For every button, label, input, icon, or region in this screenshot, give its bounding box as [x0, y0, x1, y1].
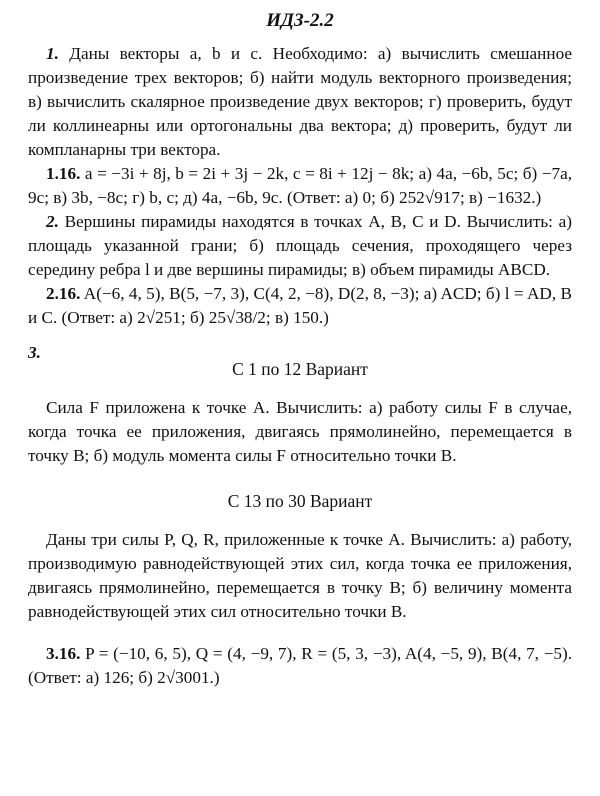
problem-2-text: Вершины пирамиды находятся в точках A, B, C и D. Вычислить: а) площадь указанной грани; б) площадь сечения, проходящего через середину ребра l и две вершины пирамиды; в) объем пирамиды ABCD.: [28, 212, 572, 279]
problem-1-number: 1.: [46, 44, 59, 63]
variant-2-text: Даны три силы P, Q, R, приложенные к точке A. Вычислить: а) работу, производимую равнодействующей этих сил, когда точка ее приложения, двигаясь прямолинейно, перемещается в точку B; б) величину момента равнодействующей этих сил относительно точки B.: [28, 530, 572, 621]
page-title: ИДЗ-2.2: [266, 10, 334, 31]
task-1-16-number: 1.16.: [46, 164, 81, 183]
problem-2: [28, 210, 572, 282]
problem-1-text: Даны векторы a, b и c. Необходимо: а) вычислить смешанное произведение трех векторов; б) найти модуль векторного произведения; в) вычислить скалярное произведение двух векторов; г) проверить, будут ли коллинеарны или ортогональны два вектора; д) проверить, будут ли компланарны три вектора.: [28, 44, 573, 159]
variant-1-text: Сила F приложена к точке A. Вычислить: а) работу силы F в случае, когда точка ее приложения, двигаясь прямолинейно, перемещается в точку B; б) модуль момента силы F относительно точки B.: [28, 398, 572, 465]
task-3-16: [28, 642, 572, 690]
task-1-16-text: a = −3i + 8j, b = 2i + 3j − 2k, c = 8i + 12j − 8k; а) 4a, −6b, 5c; б) −7a, 9c; в) 3b, −8c; г) b, c; д) 4a, −6b, 9c. (Ответ: а) 0; б) 252√917; в) −1632.): [28, 164, 572, 207]
problem-2-number: 2.: [46, 212, 59, 231]
task-2-16-number: 2.16.: [46, 284, 81, 303]
task-3-16-number: 3.16.: [46, 644, 81, 663]
problem-1: [28, 42, 572, 162]
problem-3-number: 3.: [28, 343, 41, 362]
variant-2-heading: С 13 по 30 Вариант: [227, 491, 373, 511]
task-2-16: [28, 282, 572, 330]
variant-1-heading: С 1 по 12 Вариант: [232, 359, 368, 379]
task-1-16: [28, 162, 572, 210]
task-3-16-text: P = (−10, 6, 5), Q = (4, −9, 7), R = (5, 3, −3), A(4, −5, 9), B(4, 7, −5). (Ответ: а) 126; б) 2√3001.): [28, 644, 573, 687]
task-2-16-text: A(−6, 4, 5), B(5, −7, 3), C(4, 2, −8), D(2, 8, −3); а) ACD; б) l = AD, B и C. (Ответ: а) 2√251; б) 25√38/2; в) 150.): [28, 284, 572, 327]
